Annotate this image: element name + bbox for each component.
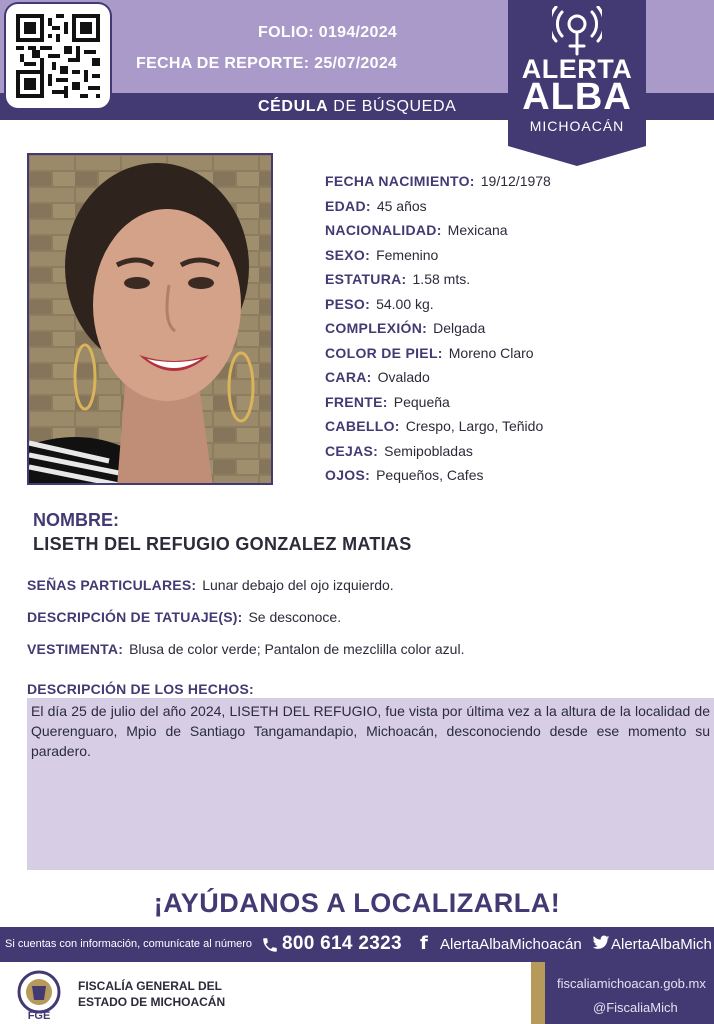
phone-number[interactable]: 800 614 2323 bbox=[282, 933, 402, 954]
attribute-value: Pequeños, Cafes bbox=[376, 467, 484, 483]
attribute-label: CABELLO: bbox=[325, 418, 400, 434]
attribute-value: 45 años bbox=[376, 197, 427, 214]
badge-alerta: ALERTA bbox=[521, 54, 633, 84]
footer-left bbox=[0, 962, 531, 1024]
fge-seal-logo bbox=[10, 970, 68, 1020]
attribute-label: OJOS: bbox=[325, 467, 371, 483]
attribute-label: PESO: bbox=[325, 295, 371, 312]
attribute-value: Crespo, Largo, Teñido bbox=[405, 418, 544, 434]
attribute-row bbox=[325, 296, 551, 321]
attribute-label: SEXO: bbox=[325, 246, 371, 263]
tattoo-row bbox=[27, 609, 341, 625]
org-name-line2: ESTADO DE MICHOACÁN bbox=[78, 995, 226, 1009]
attribute-value: Pequeña bbox=[393, 393, 450, 410]
folio-number: FOLIO: 0194/2024 bbox=[258, 24, 398, 41]
tattoo-value: Se desconoce. bbox=[248, 609, 342, 625]
website-link[interactable]: fiscaliamichoacan.gob.mx bbox=[557, 976, 706, 991]
attribute-row bbox=[325, 198, 551, 223]
badge-michoacan: MICHOACÁN bbox=[529, 118, 625, 134]
person-attributes bbox=[325, 173, 551, 492]
clothing-label: VESTIMENTA: bbox=[27, 641, 124, 657]
twitter-icon bbox=[592, 935, 610, 951]
footer-right bbox=[545, 962, 714, 1024]
attribute-row bbox=[325, 222, 551, 247]
attribute-row bbox=[325, 173, 551, 198]
attribute-label: CARA: bbox=[325, 369, 372, 385]
attribute-label: ESTATURA: bbox=[325, 271, 407, 287]
attribute-label: COLOR DE PIEL: bbox=[325, 344, 443, 361]
attribute-row bbox=[325, 271, 551, 296]
events-description: El día 25 de julio del año 2024, LISETH DEL REFUGIO, fue vista por última vez a la altura de la localidad de Querenguaro, Mpio de Santiago Tangamandapio, Michoacán, desconociendo desde ese momento su paradero. bbox=[27, 698, 714, 870]
attribute-label: COMPLEXIÓN: bbox=[325, 320, 428, 336]
alerta-alba-female-signal-icon bbox=[552, 6, 602, 58]
attribute-value: Semipobladas bbox=[384, 442, 473, 459]
attribute-value: Ovalado bbox=[377, 369, 430, 385]
attribute-value: 1.58 mts. bbox=[412, 271, 471, 287]
person-name: LISETH DEL REFUGIO GONZALEZ MATIAS bbox=[33, 534, 412, 554]
distinguishing-marks-row bbox=[27, 577, 394, 593]
tattoo-label: DESCRIPCIÓN DE TATUAJE(S): bbox=[27, 609, 243, 625]
attribute-label: FECHA NACIMIENTO: bbox=[325, 173, 475, 189]
attribute-row bbox=[325, 345, 551, 370]
attribute-row bbox=[325, 369, 551, 394]
attribute-row bbox=[325, 394, 551, 419]
badge-alba: ALBA bbox=[522, 76, 632, 118]
document-title-bold: CÉDULA bbox=[258, 98, 329, 115]
twitter-handle[interactable]: AlertaAlbaMich bbox=[611, 936, 712, 953]
call-to-action: ¡AYÚDANOS A LOCALIZARLA! bbox=[153, 888, 561, 918]
attribute-row bbox=[325, 467, 551, 492]
qr-code[interactable] bbox=[6, 4, 110, 108]
qr-code-icon bbox=[16, 14, 100, 98]
attribute-row bbox=[325, 320, 551, 345]
document-title-rest: DE BÚSQUEDA bbox=[328, 98, 457, 115]
clothing-row bbox=[27, 641, 464, 657]
org-name-line1: FISCALÍA GENERAL DEL bbox=[78, 979, 223, 993]
attribute-label: FRENTE: bbox=[325, 393, 388, 410]
missing-person-photo bbox=[27, 153, 273, 485]
seal-label: FGE bbox=[27, 1010, 51, 1020]
alerta-alba-badge bbox=[508, 0, 646, 166]
document-title bbox=[258, 98, 456, 116]
events-label: DESCRIPCIÓN DE LOS HECHOS: bbox=[27, 681, 254, 697]
attribute-label: CEJAS: bbox=[325, 442, 379, 459]
name-label: NOMBRE: bbox=[33, 510, 119, 530]
attribute-row bbox=[325, 443, 551, 468]
attribute-value: 19/12/1978 bbox=[480, 173, 551, 189]
attribute-row bbox=[325, 418, 551, 443]
facebook-icon: f bbox=[420, 933, 428, 954]
portrait-image bbox=[29, 155, 273, 485]
attribute-value: Delgada bbox=[433, 320, 486, 336]
contact-note: Si cuentas con información, comunícate al número bbox=[5, 938, 253, 950]
attribute-value: Mexicana bbox=[447, 222, 508, 238]
distinguishing-marks-value: Lunar debajo del ojo izquierdo. bbox=[202, 577, 394, 593]
social-handle[interactable]: @FiscaliaMich bbox=[593, 1000, 678, 1015]
attribute-value: Femenino bbox=[376, 246, 439, 263]
facebook-handle[interactable]: AlertaAlbaMichoacán bbox=[440, 936, 582, 953]
clothing-value: Blusa de color verde; Pantalon de mezclilla color azul. bbox=[129, 641, 465, 657]
contact-strip bbox=[0, 927, 714, 962]
attribute-label: NACIONALIDAD: bbox=[325, 222, 442, 238]
report-date: FECHA DE REPORTE: 25/07/2024 bbox=[136, 55, 398, 72]
footer-accent-bar bbox=[531, 962, 545, 1024]
attribute-label: EDAD: bbox=[325, 197, 371, 214]
attribute-value: Moreno Claro bbox=[448, 344, 534, 361]
attribute-row bbox=[325, 247, 551, 272]
distinguishing-marks-label: SEÑAS PARTICULARES: bbox=[27, 577, 197, 593]
phone-icon bbox=[261, 936, 279, 954]
attribute-value: 54.00 kg. bbox=[376, 295, 434, 312]
